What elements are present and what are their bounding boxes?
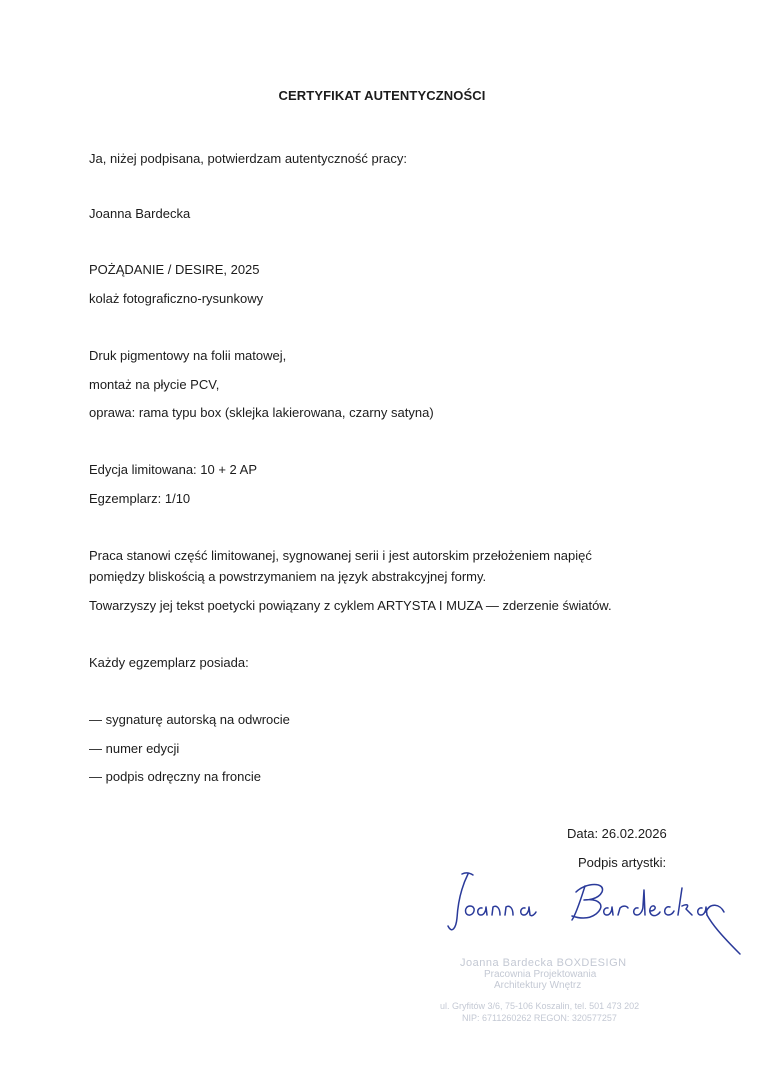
features-heading: Każdy egzemplarz posiada: xyxy=(89,655,249,670)
stamp-line: Architektury Wnętrz xyxy=(494,980,582,991)
feature-item: — podpis odręczny na froncie xyxy=(89,769,261,784)
stamp-line: Joanna Bardecka BOXDESIGN xyxy=(460,957,627,969)
artwork-title: POŻĄDANIE / DESIRE, 2025 xyxy=(89,262,260,277)
handwritten-signature xyxy=(440,862,750,962)
feature-item: — numer edycji xyxy=(89,741,180,756)
description-line-1: Praca stanowi część limitowanej, sygnowanej serii i jest autorskim przełożeniem napięć xyxy=(89,548,592,563)
intro-text: Ja, niżej podpisana, potwierdzam autentyczność pracy: xyxy=(89,151,407,166)
description-line-2: pomiędzy bliskością a powstrzymaniem na język abstrakcyjnej formy. xyxy=(89,569,487,584)
artist-name: Joanna Bardecka xyxy=(89,206,191,221)
mount-info: montaż na płycie PCV, xyxy=(89,377,220,392)
edition-info: Edycja limitowana: 10 + 2 AP xyxy=(89,462,258,477)
stamp-line: NIP: 6711260262 REGON: 320577257 xyxy=(462,1013,617,1023)
feature-item: — sygnaturę autorską na odwrocie xyxy=(89,712,290,727)
signature-label: Podpis artystki: xyxy=(578,855,667,870)
certificate-title: CERTYFIKAT AUTENTYCZNOŚCI xyxy=(278,88,486,103)
print-info: Druk pigmentowy na folii matowej, xyxy=(89,348,287,363)
stamp-line: ul. Gryfitów 3/6, 75-106 Koszalin, tel. 501 473 202 xyxy=(440,1001,640,1011)
description-line-3: Towarzyszy jej tekst poetycki powiązany z cyklem ARTYSTA I MUZA — zderzenie światów. xyxy=(89,598,612,613)
copy-number: Egzemplarz: 1/10 xyxy=(89,491,191,506)
artwork-technique: kolaż fotograficzno-rysunkowy xyxy=(89,291,264,306)
stamp-line: Pracownia Projektowania xyxy=(484,969,597,980)
frame-info: oprawa: rama typu box (sklejka lakierowana, czarny satyna) xyxy=(89,405,434,420)
date-line: Data: 26.02.2026 xyxy=(567,826,667,841)
